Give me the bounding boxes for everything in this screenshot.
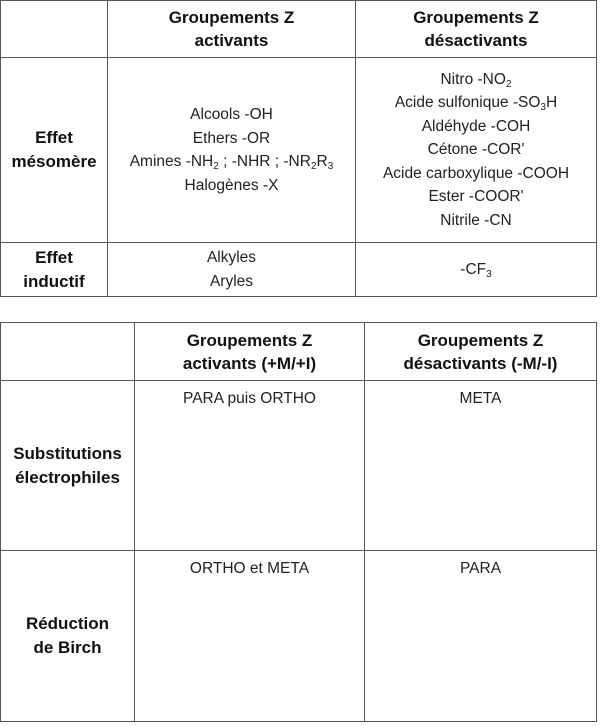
header-deactivating: Groupements Z désactivants: [356, 1, 597, 58]
list-item: Acide carboxylique -COOH: [382, 164, 570, 182]
list-item: Nitro $-NO_2$: [440, 70, 512, 90]
row-label-substitutions: Substitutions électrophiles: [1, 381, 135, 551]
list-item: Aryles: [209, 272, 254, 290]
birch-deactivating: PARA: [365, 551, 597, 722]
row-label-inductif: Effet inductif: [1, 243, 108, 297]
list-item: $-CF_3$: [460, 260, 492, 280]
list-item: Halogènes -X: [184, 176, 279, 194]
list-item: Aldéhyde -COH: [421, 117, 531, 135]
inductif-deactivating-list: [356, 243, 597, 297]
substitutions-activating: PARA puis ORTHO: [135, 381, 365, 551]
list-item: Ester -COOR': [428, 188, 524, 206]
corner-cell: [1, 1, 108, 58]
mesomere-activating-list: [108, 58, 356, 243]
header-activating: Groupements Z activants: [108, 1, 356, 58]
inductif-activating-list: [108, 243, 356, 297]
birch-activating: ORTHO et META: [135, 551, 365, 722]
list-item: Alcools -OH: [190, 106, 273, 123]
header-deactivating: Groupements Z désactivants (-M/-I): [365, 323, 597, 381]
row-label-birch: Réduction de Birch: [1, 551, 135, 722]
effects-table: [0, 0, 597, 297]
corner-cell: [1, 323, 135, 381]
list-item: Nitrile -CN: [440, 211, 512, 229]
row-label-mesomere: Effet mésomère: [1, 58, 108, 243]
list-item: Cétone -COR': [427, 141, 525, 159]
list-item: Alkyles: [206, 249, 257, 266]
substitutions-deactivating: META: [365, 381, 597, 551]
orientation-table: [0, 322, 597, 722]
header-activating: Groupements Z activants (+M/+I): [135, 323, 365, 381]
list-item: Acide sulfonique $-SO_3H$: [394, 94, 558, 114]
mesomere-deactivating-list: [356, 58, 597, 243]
list-item: Amines $-NH_2$ ; -NHR ; $-NR_2R_3$: [129, 153, 334, 172]
list-item: Ethers -OR: [192, 129, 271, 147]
